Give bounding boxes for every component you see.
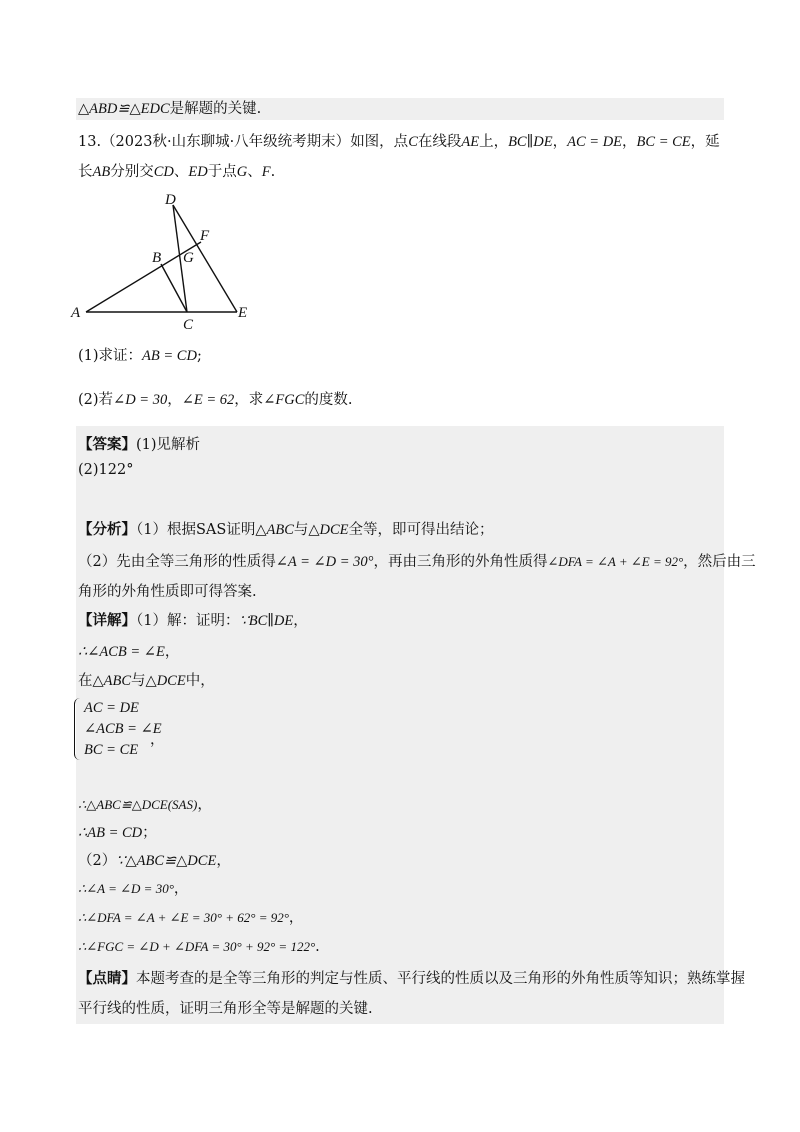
segment-bc-line [161,264,187,312]
detail-line-4 [78,795,212,815]
answer-label: 【答案】 [78,436,136,453]
system-eq-2: ∠ACB = ∠E [84,721,162,737]
analysis-text: ，然后由三 [683,554,756,570]
detail-math: ∵BC∥DE [239,613,294,629]
analysis-text: 与 [293,522,309,538]
detail-math: ∵△ABC≌△DCE [116,853,217,869]
condition-bc-ce: BC = CE [636,134,691,150]
label-e: E [238,305,248,321]
question-text: ， [167,392,182,408]
detail-text: ， [216,853,231,869]
answer-line-2 [78,460,133,480]
detail-text: 与 [131,673,146,689]
top-line [78,99,261,119]
question-text: ; [196,348,202,364]
segment-ab: AB [92,164,111,180]
detail-label: 【详解】 [78,612,136,629]
segment-cd: CD [153,164,174,180]
question-math: ∠D = 30 [113,392,168,408]
system-eq-1: AC = DE [84,700,139,716]
detail-text: ； [142,825,157,841]
problem-text: 分别交 [110,164,154,180]
comment-line-1 [78,969,745,989]
detail-text: （2） [78,853,117,869]
detail-text: . [315,939,320,955]
detail-math: ∴∠DFA = ∠A + ∠E = 30° + 62° = 92° [78,910,289,925]
analysis-math: ∠DFA = ∠A + ∠E = 92° [547,554,684,569]
analysis-math: △ABC [255,522,294,538]
analysis-label: 【分析】 [78,521,136,538]
segment-ae: AE [461,134,480,150]
detail-line-2 [78,642,179,662]
label-a: A [71,305,81,321]
problem-text: 长 [78,164,93,180]
detail-text: （1）解：证明： [136,613,240,629]
question-text: (2)若 [78,392,114,408]
detail-text: 在 [78,673,93,689]
detail-text: ， [288,910,304,926]
analysis-text: （1）根据SAS证明 [136,522,256,538]
condition-parallel: BC∥DE [508,134,553,150]
detail-line-6 [78,851,231,871]
label-c: C [183,317,194,333]
system-eq-3: BC = CE [84,742,139,758]
analysis-text: ，再由三角形的外角性质得 [373,554,548,570]
label-d: D [165,192,176,208]
question-text: (1)求证： [78,348,143,364]
detail-text: ， [164,644,180,660]
detail-math: △ABC [92,673,132,689]
detail-line-5 [78,823,157,843]
problem-text: ， [622,134,637,150]
detail-math: △DCE [145,673,186,689]
detail-text: ， [197,797,212,813]
question-math: ∠FGC [263,392,305,408]
point-f: F [261,164,271,180]
top-line-math: △ABD≌△EDC [78,101,170,117]
detail-text: 中， [185,673,215,689]
solution-shade [76,426,724,1024]
question-2 [78,390,353,410]
detail-line-3 [78,671,215,691]
top-line-text: 是解题的关键. [169,101,262,117]
detail-math: ∴∠ACB = ∠E [78,644,165,660]
detail-math: ∴∠FGC = ∠D + ∠DFA = 30° + 92° = 122° [78,939,316,954]
detail-line-9 [78,937,320,957]
problem-text: 如图，点 [350,134,409,150]
problem-text: 于点 [207,164,237,180]
problem-source: （2023秋·山东聊城·八年级统考期末） [101,134,351,150]
analysis-math: △DCE [308,522,349,538]
problem-text: 、 [173,164,189,180]
comment-text: 平行线的性质，证明三角形全等是解题的关键. [78,1001,373,1017]
problem-text: 在线段 [417,134,462,150]
question-text: 的度数. [304,392,353,408]
answer-part-1: (1)见解析 [136,437,201,453]
detail-text: ， [293,613,308,629]
analysis-line-2 [78,552,756,572]
question-math: ∠E = 62 [181,392,235,408]
detail-math: ∴△ABC≌△DCE(SAS) [78,797,198,812]
system-end: ， [150,732,165,748]
problem-text: 上， [479,134,509,150]
comment-label: 【点睛】 [78,970,136,987]
problem-text: ，延 [690,134,720,150]
point-c: C [408,134,418,150]
point-g: G [236,164,248,180]
geometry-figure [68,190,268,335]
condition-ac-de: AC = DE [567,134,623,150]
problem-text: 、 [247,164,262,180]
segment-ed: ED [188,164,208,180]
system-brace [74,698,81,760]
answer-part-2: (2)122° [78,462,134,478]
label-g: G [183,250,194,266]
comment-text: 本题考查的是全等三角形的判定与性质、平行线的性质以及三角形的外角性质等知识；熟练掌握 [136,971,745,987]
label-f: F [200,228,210,244]
problem-number: 13. [78,134,102,150]
comment-line-2 [78,999,373,1019]
label-b: B [152,250,162,266]
analysis-text: 角形的外角性质即可得答案. [78,584,257,600]
analysis-math: ∠A = ∠D = 30° [275,554,374,570]
detail-text: ， [173,881,189,897]
answer-line-1 [78,435,200,455]
problem-text: ， [552,134,568,150]
detail-math: ∴AB = CD [78,825,143,841]
detail-line-1 [78,611,308,631]
question-text: ，求 [234,392,264,408]
analysis-line-3 [78,582,257,602]
detail-math: ∴∠A = ∠D = 30° [78,881,174,896]
detail-line-7 [78,879,188,899]
analysis-text: （2）先由全等三角形的性质得 [78,554,276,570]
problem-text: . [270,164,276,180]
question-math: AB = CD [142,348,197,364]
detail-line-8 [78,908,303,928]
analysis-text: 全等，即可得出结论； [348,522,494,538]
problem-line-1 [78,132,720,152]
analysis-line-1 [78,520,494,540]
question-1 [78,346,202,366]
problem-line-2 [78,162,275,182]
